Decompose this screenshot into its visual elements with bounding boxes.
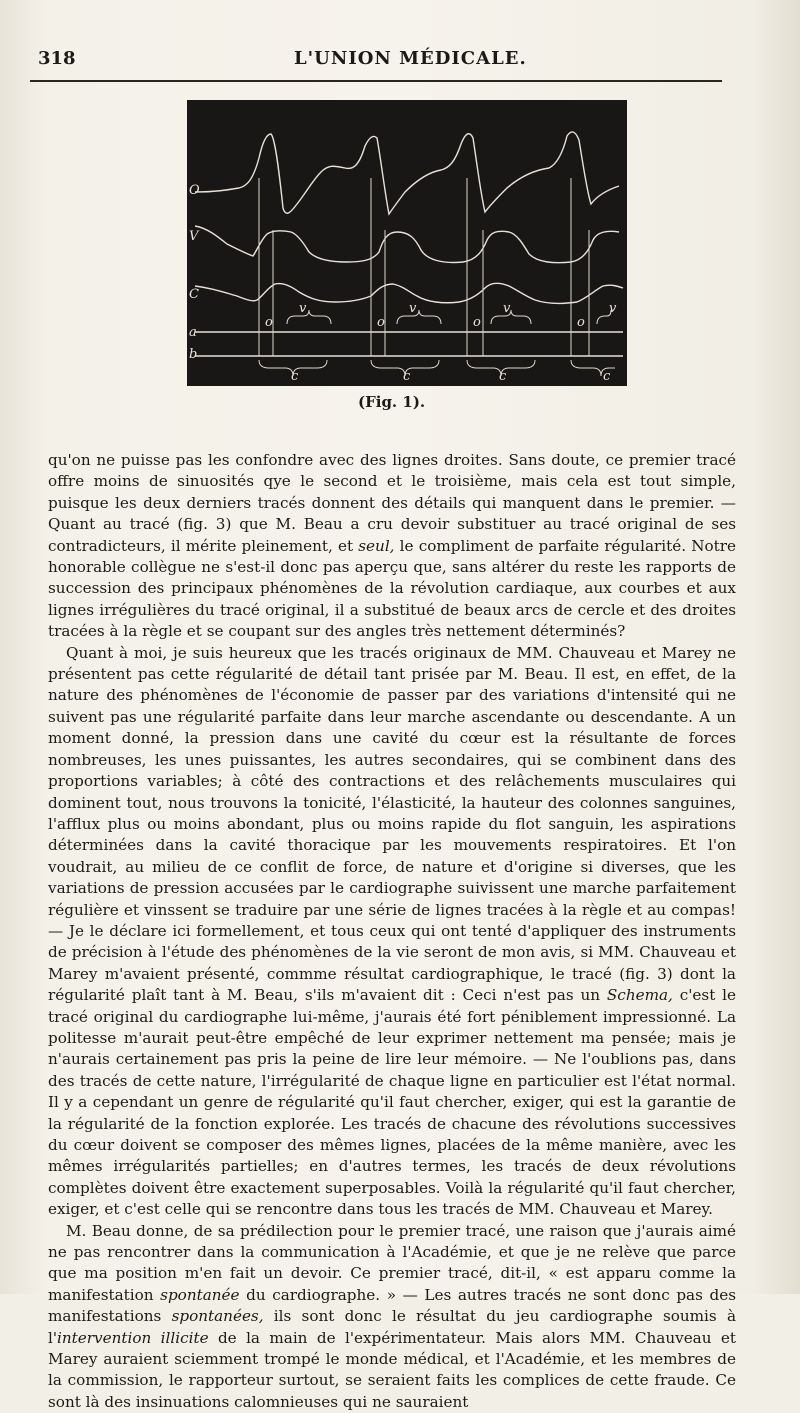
- page-number: 318: [38, 48, 76, 69]
- label-v-2: v: [409, 301, 417, 316]
- label-o-4: o: [577, 315, 585, 330]
- figure-caption: (Fig. 1).: [358, 393, 426, 411]
- label-c-3: c: [499, 369, 507, 384]
- label-O: O: [189, 183, 200, 198]
- page-header: [38, 48, 730, 74]
- label-b: b: [189, 347, 198, 362]
- paragraph-3: M. Beau donne, de sa prédilection pour le premier tracé, une raison que j'aurais aimé ne pas rencontrer dans la communication à l'Académie, et que je ne relève que parce que ma position m'en fait un devoir. Ce premier tracé, dit-il, « est apparu comme la manifestation spontanée du cardiographe. » — Les autres tracés ne sont donc pas des manifestations spontanées, ils sont donc le résultat du jeu cardiographe soumis à l'intervention illicite de la main de l'expérimentateur. Mais alors MM. Chauveau et Marey auraient sciemment trompé le monde médical, et l'Académie, et les membres de la commission, le rapporteur surtout, se seraient faits les complices de cette fraude. Ce sont là des insinuations calomnieuses qui ne sauraient: [48, 1221, 737, 1411]
- label-o-3: o: [473, 315, 481, 330]
- braces: [259, 310, 615, 376]
- label-V: V: [189, 229, 199, 244]
- paragraph-1: qu'on ne puisse pas les confondre avec des lignes droites. Sans doute, ce premier tracé offre moins de sinuosités qye le second et le troisième, mais cela est tout simple, puisque les deux derniers tracés donnent des détails qui manquent dans le premier. — Quant au tracé (fig. 3) que M. Beau a cru devoir substituer au tracé original de ses contradicteurs, il mérite pleinement, et seul, le compliment de parfaite régularité. Notre honorable collègue ne s'est-il donc pas aperçu que, sans altérer du reste les rapports de succession des principaux phénomènes de la révolution cardiaque, aux courbes et aux lignes irrégulières du tracé original, il a substitué de beaux arcs de cercle et des droites tracées à la règle et se coupant sur des angles très nettement déterminés?: [48, 451, 736, 641]
- running-title: L'UNION MÉDICALE.: [294, 48, 527, 69]
- cardiograph-tracing: [187, 100, 627, 386]
- article-body: [48, 450, 736, 1413]
- paragraph-2: Quant à moi, je suis heureux que les tracés originaux de MM. Chauveau et Marey ne présentent pas cette régularité de détail tant prisée par M. Beau. Il est, en effet, de la nature des phénomènes de l'économie de passer par des variations d'intensité qui ne suivent pas une régularité parfaite dans leur marche ascendante ou descendante. A un moment donné, la pression dans une cavité du cœur est la résultante de forces nombreuses, les unes puissantes, les autres secondaires, qui se combinent dans des proportions variables; à côté des contractions et des relâchements musculaires qui dominent tout, nous trouvons la tonicité, l'élasticité, la hauteur des colonnes sanguines, l'afflux plus ou moins abondant, plus ou moins rapide du flot sanguin, les aspirations déterminées dans la cavité thoracique par les mouvements respiratoires. Et l'on voudrait, au milieu de ce conflit de force, de nature et d'origine si diverses, que les variations de pression accusées par le cardiographe suivissent une marche parfaitement régulière et vinssent se traduire par une série de lignes tracées à la règle et au compas! — Je le déclare ici formellement, et tous ceux qui ont tenté d'appliquer des instruments de précision à l'étude des phénomènes de la vie seront de mon avis, si MM. Chauveau et Marey m'avaient présenté, commme résultat cardiographique, le tracé (fig. 3) dont la régularité plaît tant à M. Beau, s'ils m'avaient dit : Ceci n'est pas un Schema, c'est le tracé original du cardiographe lui-même, j'aurais été fort péniblement impressionné. La politesse m'aurait peut-être empêché de leur exprimer nettement ma pensée; mais je n'aurais certainement pas pris la peine de lire leur mémoire. — Ne l'oublions pas, dans des tracés de cette nature, l'irrégularité de chaque ligne en particulier est l'état normal. Il y a cependant un genre de régularité qu'il faut chercher, exiger, qui est la garantie de la régularité de la fonction explorée. Les tracés de chacune des révolutions successives du cœur doivent se composer des mêmes lignes, placées de la même manière, avec les mêmes irrégularités partielles; en d'autres termes, les tracés de deux révolutions complètes doivent être exactement superposables. Voilà la régularité qu'il faut chercher, exiger, et c'est celle qui se rencontre dans tous les tracés de MM. Chauveau et Marey.: [48, 643, 736, 1219]
- label-c-2: c: [403, 369, 411, 384]
- label-c-1: c: [291, 369, 299, 384]
- header-rule: [30, 80, 722, 82]
- label-o-2: o: [377, 315, 385, 330]
- label-C: C: [189, 287, 199, 302]
- label-c-4: c: [603, 369, 611, 384]
- timing-lines: [259, 178, 589, 356]
- cardiograph-figure: [187, 100, 627, 386]
- label-a: a: [189, 325, 197, 340]
- label-v-3: v: [503, 301, 511, 316]
- label-o-1: o: [265, 315, 273, 330]
- label-v-4: v: [609, 301, 617, 316]
- label-v-1: v: [299, 301, 307, 316]
